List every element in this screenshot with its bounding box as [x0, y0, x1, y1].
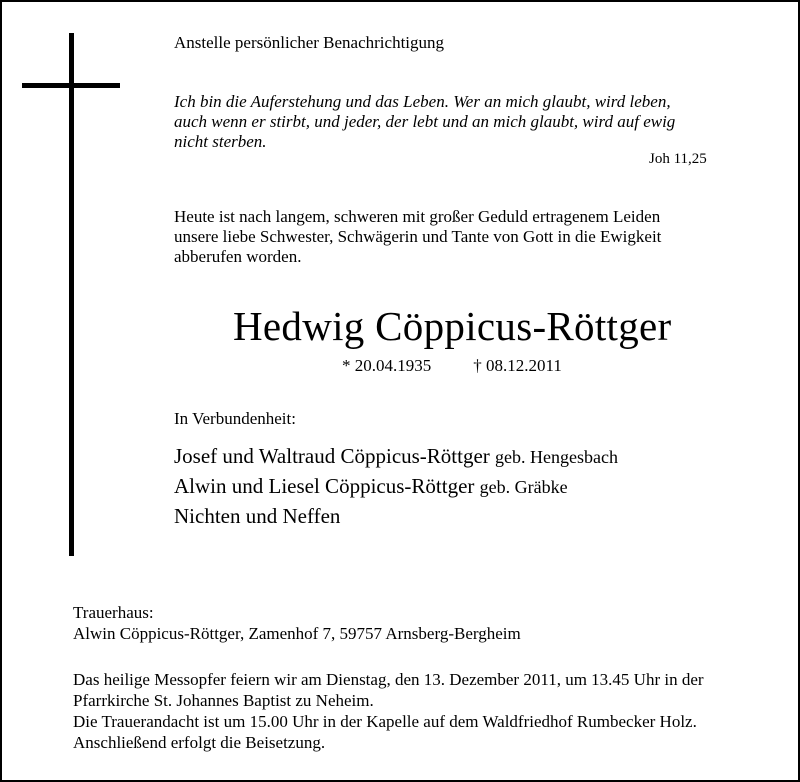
cross-horizontal-bar [22, 83, 120, 88]
service-line: Das heilige Messopfer feiern wir am Dienstag, den 13. Dezember 2011, um 13.45 Uhr in der [73, 670, 704, 689]
death-message [174, 207, 661, 267]
trauerhaus-address: Alwin Cöppicus-Röttger, Zamenhof 7, 59757 Arnsberg-Bergheim [73, 624, 521, 643]
message-line: unsere liebe Schwester, Schwägerin und Tante von Gott in die Ewigkeit [174, 227, 662, 246]
family-entry [174, 502, 618, 531]
trauerhaus-label: Trauerhaus: [73, 603, 154, 622]
family-list [174, 442, 618, 531]
family-names: Josef und Waltraud Cöppicus-Röttger [174, 444, 490, 468]
family-names: Nichten und Neffen [174, 504, 341, 528]
birth-date: * 20.04.1935 [342, 356, 432, 375]
verse-line: auch wenn er stirbt, und jeder, der lebt und an mich glaubt, wird auf ewig [174, 112, 676, 131]
service-info [73, 669, 704, 753]
family-entry [174, 472, 618, 502]
life-dates [342, 356, 562, 376]
intro-line: Anstelle persönlicher Benachrichtigung [174, 33, 445, 52]
message-line: Heute ist nach langem, schweren mit großer Geduld ertragenem Leiden [174, 207, 661, 226]
family-entry [174, 442, 618, 472]
verse-reference: Joh 11,25 [649, 151, 707, 167]
verse-line: nicht sterben. [174, 132, 267, 151]
death-date: † 08.12.2011 [473, 356, 562, 375]
maiden-name: geb. Gräbke [479, 477, 568, 497]
deceased-name: Hedwig Cöppicus-Röttger [233, 303, 672, 349]
trauerhaus [73, 602, 521, 644]
verse-line: Ich bin die Auferstehung und das Leben. Wer an mich glaubt, wird leben, [174, 92, 671, 111]
bible-verse [174, 92, 744, 152]
family-names: Alwin und Liesel Cöppicus-Röttger [174, 474, 475, 498]
service-line: Pfarrkirche St. Johannes Baptist zu Neheim. [73, 691, 374, 710]
verbundenheit-label: In Verbundenheit: [174, 409, 296, 428]
cross-vertical-bar [69, 33, 74, 556]
service-line: Anschließend erfolgt die Beisetzung. [73, 733, 326, 752]
message-line: abberufen worden. [174, 247, 302, 266]
service-line: Die Trauerandacht ist um 15.00 Uhr in der Kapelle auf dem Waldfriedhof Rumbecker Holz. [73, 712, 697, 731]
maiden-name: geb. Hengesbach [495, 447, 618, 467]
